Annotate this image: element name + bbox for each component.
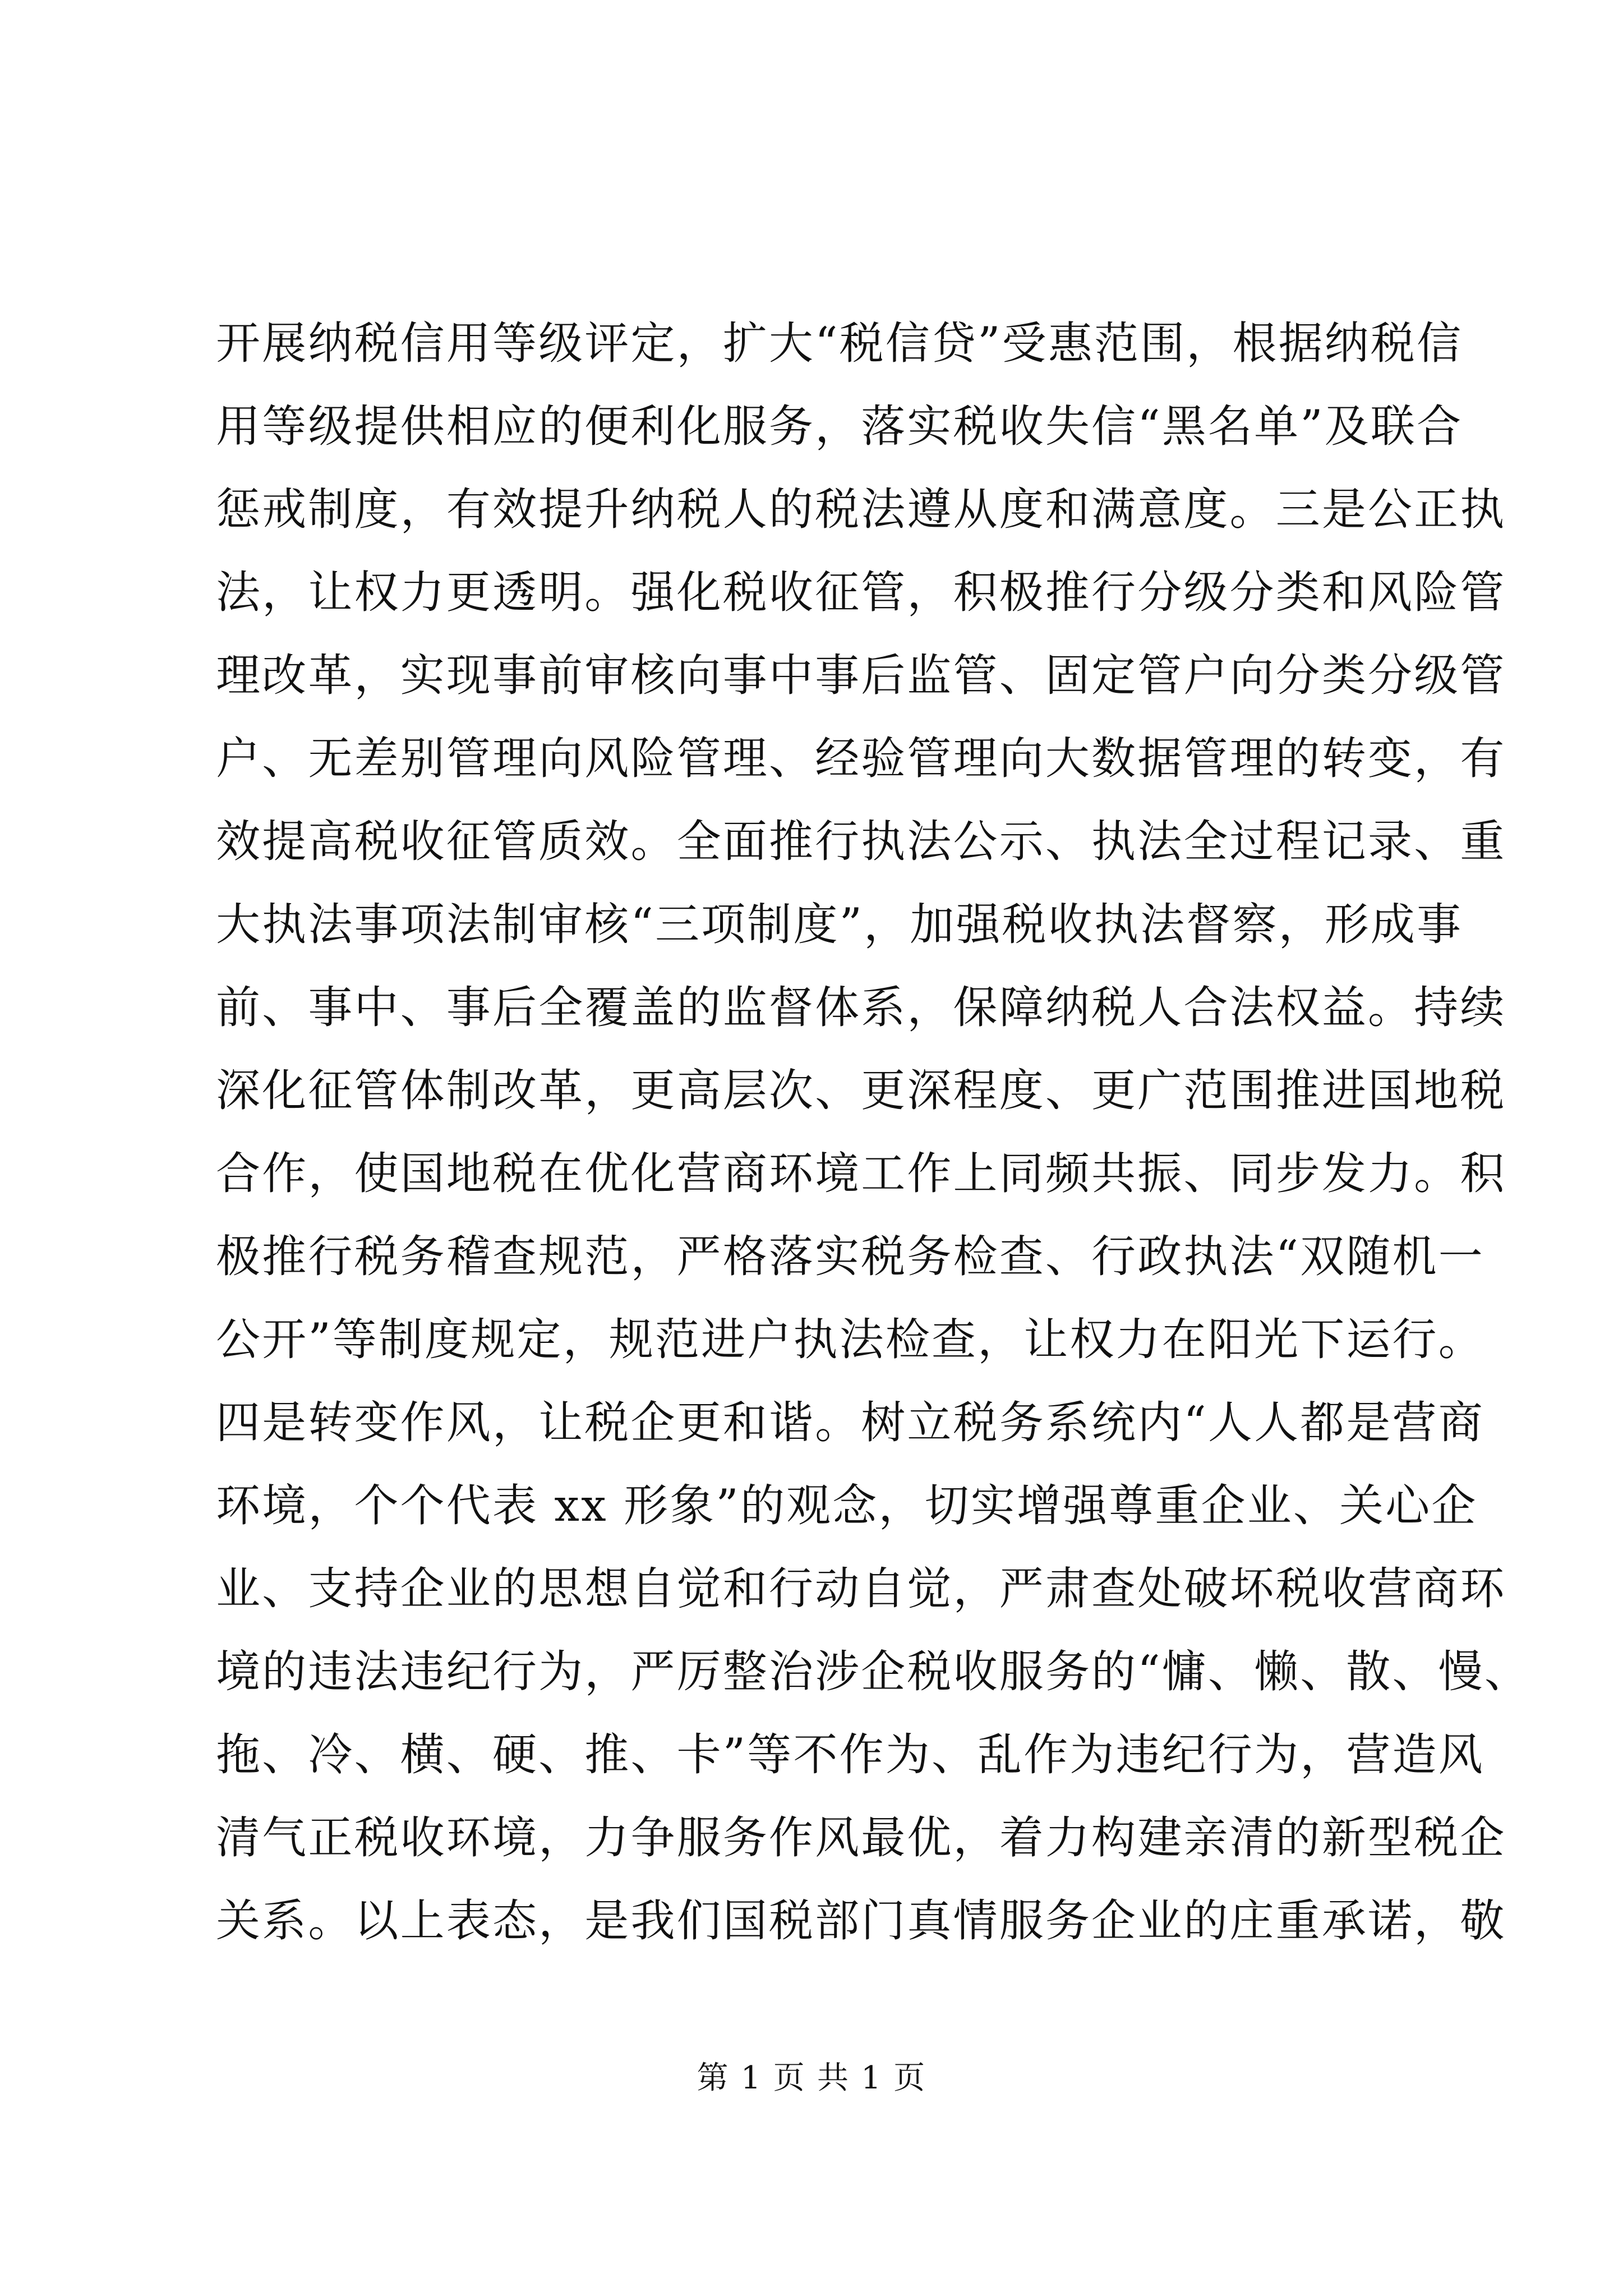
- text-line: 拖、冷、横、硬、推、卡”等不作为、乱作为违纪行为，营造风: [216, 1729, 1484, 1780]
- text-line: 户、无差别管理向风险管理、经验管理向大数据管理的转变，有: [216, 733, 1506, 784]
- text-line: 合作，使国地税在优化营商环境工作上同频共振、同步发力。积: [216, 1148, 1506, 1199]
- text-line: 环境，个个代表 xx 形象”的观念，切实增强尊重企业、关心企: [216, 1480, 1478, 1531]
- text-line: 业、支持企业的思想自觉和行动自觉，严肃查处破坏税收营商环: [216, 1563, 1506, 1614]
- text-line: 前、事中、事后全覆盖的监督体系，保障纳税人合法权益。持续: [216, 982, 1506, 1033]
- text-line: 境的违法违纪行为，严厉整治涉企税收服务的“慵、懒、散、慢、: [216, 1646, 1531, 1697]
- text-line: 法，让权力更透明。强化税收征管，积极推行分级分类和风险管: [216, 567, 1506, 618]
- text-line: 理改革，实现事前审核向事中事后监管、固定管户向分类分级管: [216, 650, 1506, 701]
- text-line: 效提高税收征管质效。全面推行执法公示、执法全过程记录、重: [216, 816, 1506, 867]
- text-line: 四是转变作风，让税企更和谐。树立税务系统内“人人都是营商: [216, 1397, 1484, 1448]
- text-line: 极推行税务稽查规范，严格落实税务检查、行政执法“双随机一: [216, 1231, 1484, 1282]
- text-line: 大执法事项法制审核“三项制度”，加强税收执法督察，形成事: [216, 899, 1463, 950]
- text-line: 公开”等制度规定，规范进户执法检查，让权力在阳光下运行。: [216, 1314, 1484, 1365]
- page-number: 第 1 页 共 1 页: [697, 2060, 926, 2096]
- text-line: 用等级提供相应的便利化服务，落实税收失信“黑名单”及联合: [216, 401, 1463, 452]
- body-text: [216, 302, 1531, 1962]
- text-line: 惩戒制度，有效提升纳税人的税法遵从度和满意度。三是公正执: [216, 484, 1506, 535]
- text-line: 关系。以上表态，是我们国税部门真情服务企业的庄重承诺，敬: [216, 1895, 1506, 1947]
- page-footer: [0, 2056, 1623, 2101]
- text-line: 深化征管体制改革，更高层次、更深程度、更广范围推进国地税: [216, 1065, 1506, 1116]
- text-line: 清气正税收环境，力争服务作风最优，着力构建亲清的新型税企: [216, 1812, 1506, 1864]
- text-line: 开展纳税信用等级评定，扩大“税信贷”受惠范围，根据纳税信: [216, 318, 1463, 369]
